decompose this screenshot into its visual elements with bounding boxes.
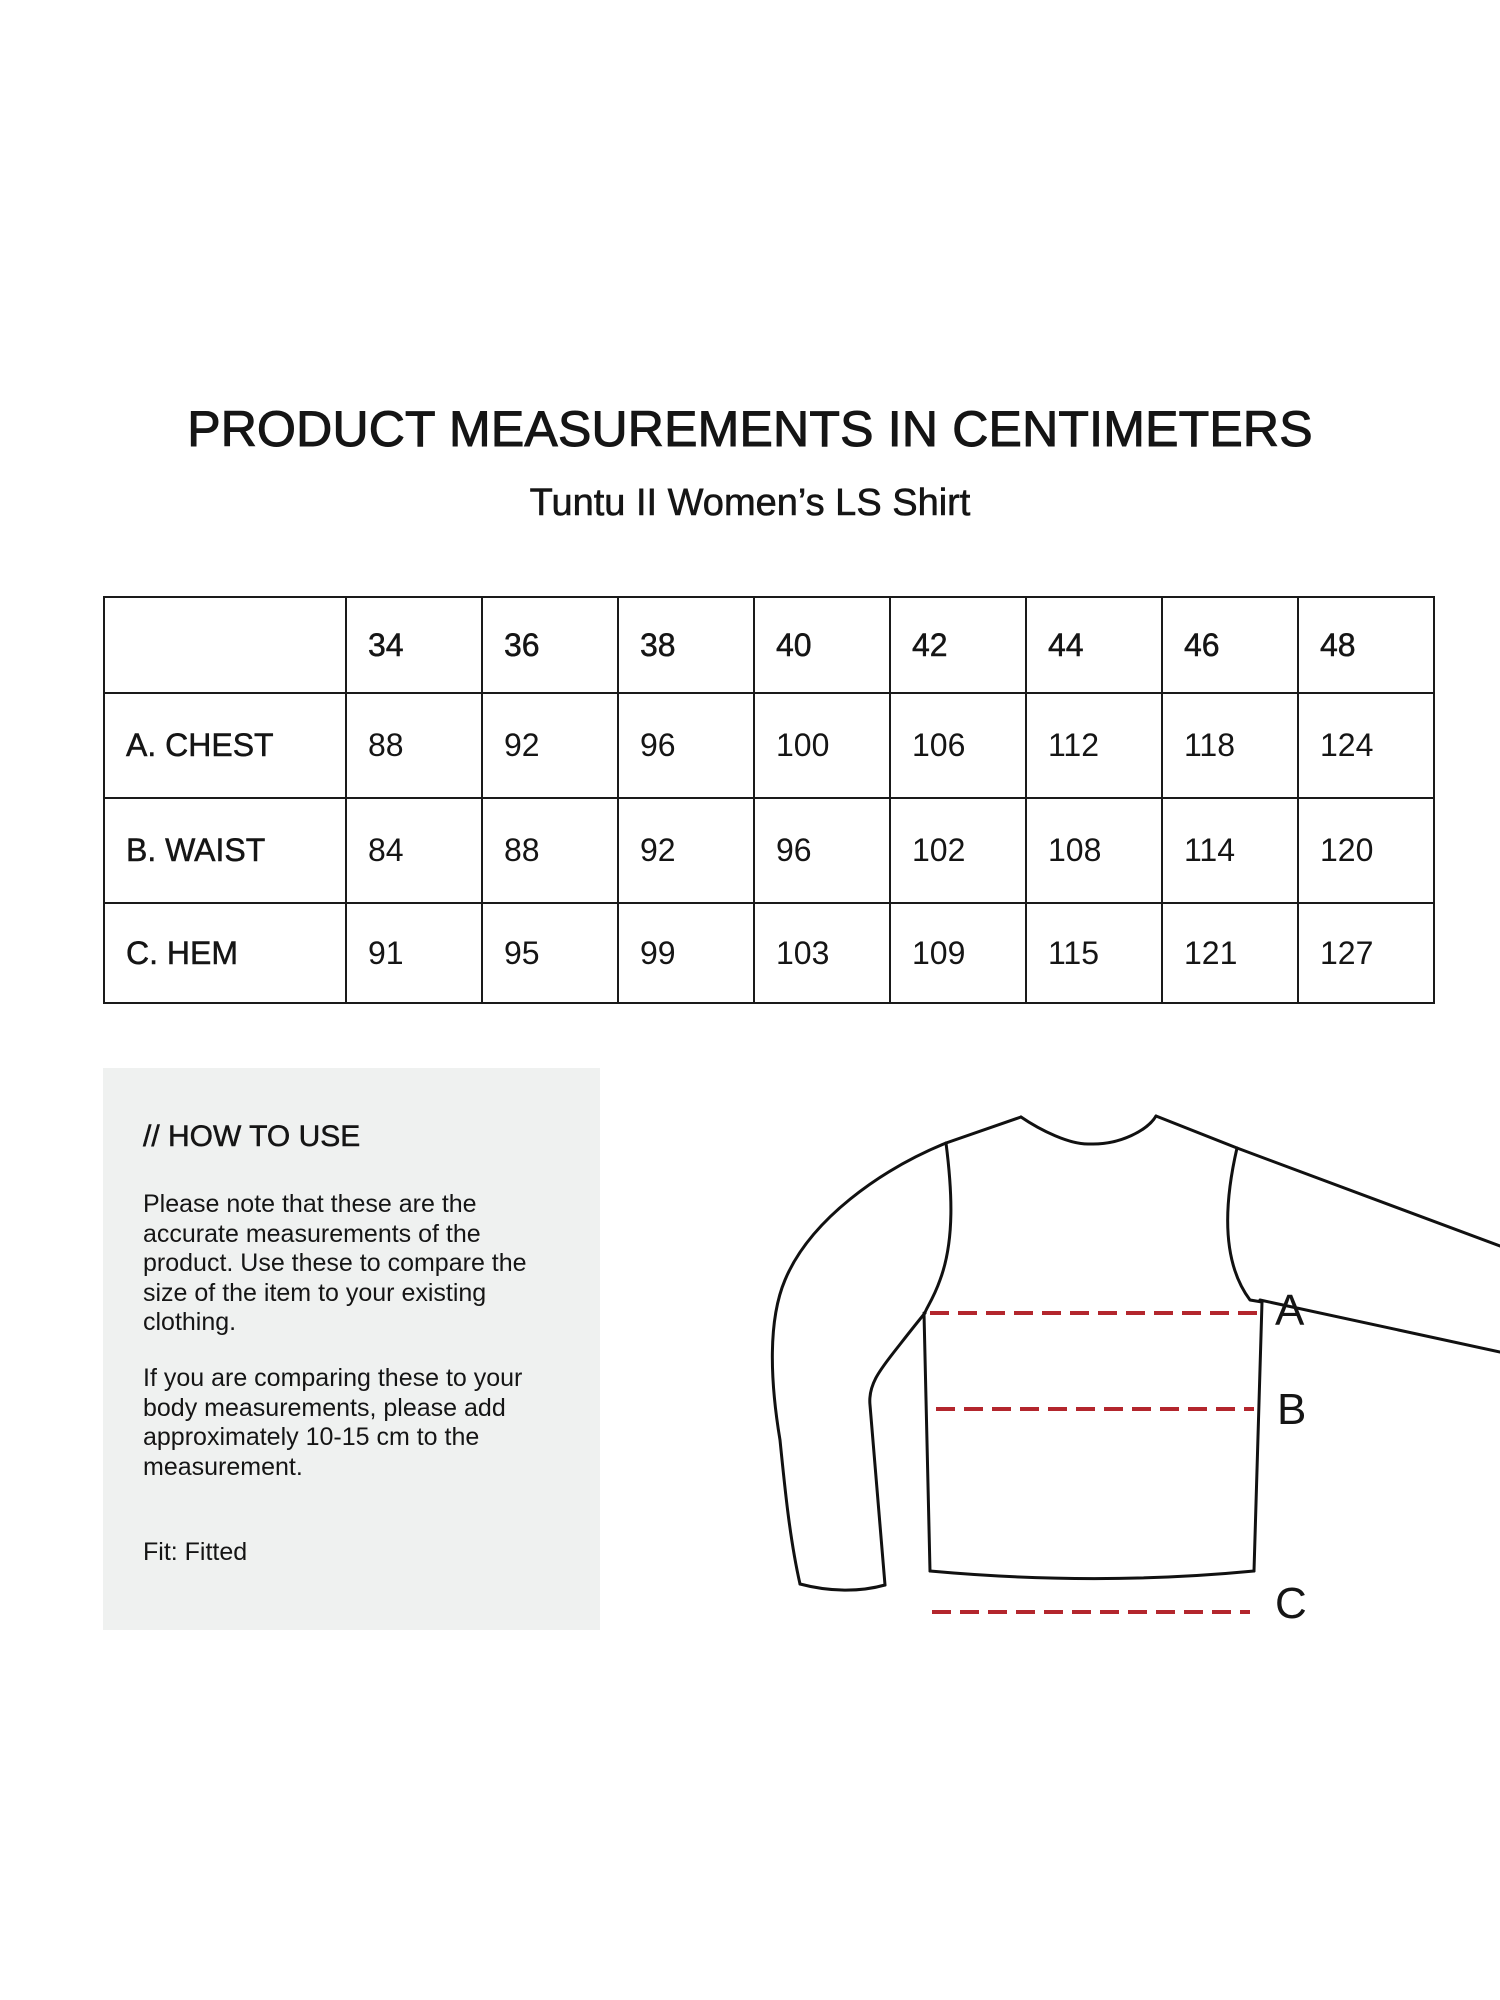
- size-header-cell: 38: [618, 597, 754, 693]
- measurement-cell: 108: [1026, 798, 1162, 903]
- long-sleeve-shirt-outline-icon: [772, 1116, 1500, 1590]
- measurement-cell: 120: [1298, 798, 1434, 903]
- shirt-measurement-diagram: [760, 1100, 1500, 1640]
- size-header-cell: 46: [1162, 597, 1298, 693]
- size-header-cell: 40: [754, 597, 890, 693]
- waist-row: [104, 798, 1434, 903]
- measurement-cell: 96: [754, 798, 890, 903]
- size-header-cell: 48: [1298, 597, 1434, 693]
- size-header-cell: 34: [346, 597, 482, 693]
- size-table: [103, 596, 1435, 1004]
- measurement-cell: 127: [1298, 903, 1434, 1003]
- measurement-cell: 96: [618, 693, 754, 798]
- measurement-cell: 121: [1162, 903, 1298, 1003]
- label-b: B: [1277, 1385, 1307, 1434]
- size-header-cell: 44: [1026, 597, 1162, 693]
- measurement-cell: 106: [890, 693, 1026, 798]
- label-c: C: [1275, 1579, 1307, 1628]
- chest-row: [104, 693, 1434, 798]
- how-to-use-paragraph: Please note that these are the accurate measurements of the product. Use these to compare the size of the item to your existing clothing.: [143, 1190, 527, 1336]
- measurement-cell: 88: [346, 693, 482, 798]
- size-header-cell: 42: [890, 597, 1026, 693]
- measurement-cell: 100: [754, 693, 890, 798]
- measurement-cell: 103: [754, 903, 890, 1003]
- measurement-cell: 91: [346, 903, 482, 1003]
- measurement-cell: 84: [346, 798, 482, 903]
- measurement-cell: 109: [890, 903, 1026, 1003]
- measurement-cell: 114: [1162, 798, 1298, 903]
- row-label: C. HEM: [104, 903, 346, 1003]
- measurement-cell: 112: [1026, 693, 1162, 798]
- measurement-cell: 99: [618, 903, 754, 1003]
- row-label: A. CHEST: [104, 693, 346, 798]
- size-header-row: [104, 597, 1434, 693]
- measurement-cell: 88: [482, 798, 618, 903]
- measurement-cell: 95: [482, 903, 618, 1003]
- size-header-cell: 36: [482, 597, 618, 693]
- how-to-use-panel: [103, 1068, 600, 1630]
- row-label: B. WAIST: [104, 798, 346, 903]
- measurement-cell: 115: [1026, 903, 1162, 1003]
- product-name: Tuntu II Women’s LS Shirt: [529, 482, 971, 524]
- measurement-cell: 102: [890, 798, 1026, 903]
- measurement-cell: 118: [1162, 693, 1298, 798]
- measurement-cell: 124: [1298, 693, 1434, 798]
- page-title: PRODUCT MEASUREMENTS IN CENTIMETERS: [187, 401, 1313, 457]
- measurement-lines: [930, 1313, 1258, 1612]
- measurement-cell: 92: [618, 798, 754, 903]
- hem-row: [104, 903, 1434, 1003]
- how-to-use-title: // HOW TO USE: [143, 1120, 361, 1153]
- fit-note: Fit: Fitted: [143, 1538, 248, 1566]
- how-to-use-paragraph: If you are comparing these to your body measurements, please add approximately 10-15 cm to the measurement.: [143, 1364, 523, 1481]
- corner-cell: [104, 597, 346, 693]
- measurement-cell: 92: [482, 693, 618, 798]
- label-a: A: [1275, 1286, 1305, 1335]
